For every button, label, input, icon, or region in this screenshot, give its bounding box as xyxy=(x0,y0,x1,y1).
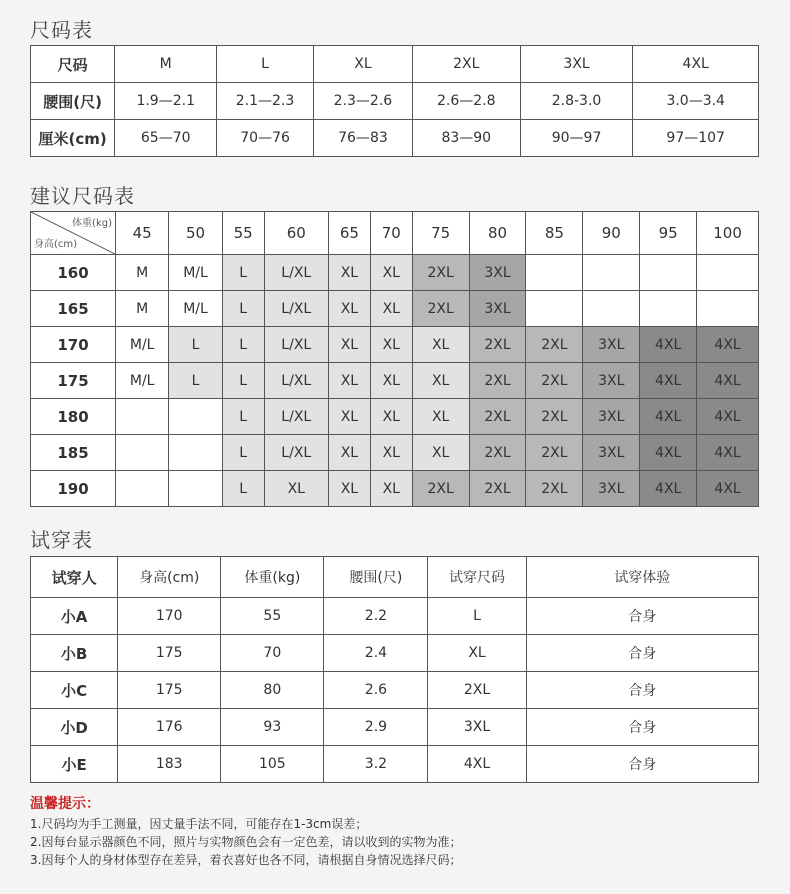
size-suggestion-cell: 4XL xyxy=(640,327,697,363)
size-suggestion-cell xyxy=(116,471,169,507)
weight-header-cell: 70 xyxy=(370,212,412,255)
fit-person-name: 小B xyxy=(31,635,118,672)
fit-cell: 4XL xyxy=(428,746,526,783)
fit-header-cell: 身高(cm) xyxy=(118,557,221,598)
size-header-cell: L xyxy=(217,46,314,83)
height-row-label: 180 xyxy=(31,399,116,435)
size-cell: 2.6—2.8 xyxy=(412,83,520,120)
fit-cell: 2XL xyxy=(428,672,526,709)
note-line: 3.因每个人的身材体型存在差异，着衣喜好也各不同，请根据自身情况选择尺码； xyxy=(30,853,462,867)
size-suggestion-cell xyxy=(583,291,640,327)
fit-header-cell: 试穿尺码 xyxy=(428,557,526,598)
recommend-row xyxy=(31,255,759,291)
weight-header-cell: 100 xyxy=(697,212,759,255)
size-suggestion-cell: 3XL xyxy=(583,363,640,399)
size-cell: 3.0—3.4 xyxy=(633,83,759,120)
size-suggestion-cell: 4XL xyxy=(697,327,759,363)
fit-cell: 合身 xyxy=(526,672,758,709)
size-suggestion-cell: XL xyxy=(412,363,469,399)
notes xyxy=(30,795,461,869)
size-suggestion-cell: M xyxy=(116,255,169,291)
height-row-label: 165 xyxy=(31,291,116,327)
size-suggestion-cell: 2XL xyxy=(412,471,469,507)
size-suggestion-cell: 2XL xyxy=(412,255,469,291)
size-suggestion-cell: 2XL xyxy=(526,327,583,363)
fit-cell: 2.4 xyxy=(324,635,428,672)
size-suggestion-cell: L xyxy=(222,327,264,363)
weight-header-cell: 75 xyxy=(412,212,469,255)
recommend-row xyxy=(31,471,759,507)
size-suggestion-cell: 2XL xyxy=(469,327,526,363)
fit-cell: 合身 xyxy=(526,746,758,783)
fit-cell: 170 xyxy=(118,598,221,635)
size-suggestion-cell: M/L xyxy=(116,327,169,363)
fit-cell: 合身 xyxy=(526,635,758,672)
fit-person-name: 小D xyxy=(31,709,118,746)
size-cell: 76—83 xyxy=(314,120,413,157)
size-suggestion-cell xyxy=(640,255,697,291)
weight-header-cell: 90 xyxy=(583,212,640,255)
fit-row xyxy=(31,709,759,746)
size-suggestion-cell: 3XL xyxy=(469,291,526,327)
size-suggestion-cell: XL xyxy=(370,255,412,291)
size-suggestion-cell xyxy=(640,291,697,327)
size-table-title: 尺码表 xyxy=(30,18,93,42)
fit-row xyxy=(31,672,759,709)
size-suggestion-cell xyxy=(169,399,222,435)
size-suggestion-cell xyxy=(169,435,222,471)
fit-row xyxy=(31,635,759,672)
size-suggestion-cell: XL xyxy=(412,435,469,471)
height-row-label: 175 xyxy=(31,363,116,399)
diagonal-header-cell xyxy=(31,212,116,255)
fit-cell: 3.2 xyxy=(324,746,428,783)
weight-header-cell: 60 xyxy=(264,212,328,255)
size-header-label: 尺码 xyxy=(31,46,115,83)
size-suggestion-cell: XL xyxy=(412,399,469,435)
size-header-cell: M xyxy=(115,46,217,83)
fit-header-cell: 试穿体验 xyxy=(526,557,758,598)
notes-title: 温馨提示： xyxy=(30,796,100,812)
size-suggestion-cell: 3XL xyxy=(469,255,526,291)
size-suggestion-cell: 2XL xyxy=(469,399,526,435)
recommend-size-table xyxy=(30,211,759,507)
size-suggestion-cell: 3XL xyxy=(583,327,640,363)
fit-header-row xyxy=(31,557,759,598)
size-header-cell: 4XL xyxy=(633,46,759,83)
size-cell: 83—90 xyxy=(412,120,520,157)
weight-header-cell: 95 xyxy=(640,212,697,255)
size-suggestion-cell xyxy=(697,255,759,291)
height-row-label: 190 xyxy=(31,471,116,507)
size-suggestion-cell: M/L xyxy=(169,255,222,291)
size-row xyxy=(31,120,759,157)
fit-cell: 70 xyxy=(221,635,324,672)
size-suggestion-cell: 4XL xyxy=(697,363,759,399)
size-suggestion-cell: XL xyxy=(370,291,412,327)
fit-cell: 2.9 xyxy=(324,709,428,746)
size-suggestion-cell: L/XL xyxy=(264,435,328,471)
height-row-label: 185 xyxy=(31,435,116,471)
size-suggestion-cell: 3XL xyxy=(583,435,640,471)
size-table xyxy=(30,45,759,157)
size-header-cell: 3XL xyxy=(520,46,633,83)
size-suggestion-cell: XL xyxy=(370,471,412,507)
size-suggestion-cell: 2XL xyxy=(469,435,526,471)
size-suggestion-cell: M xyxy=(116,291,169,327)
size-suggestion-cell: L xyxy=(169,363,222,399)
recommend-row xyxy=(31,327,759,363)
size-suggestion-cell: 4XL xyxy=(640,471,697,507)
size-cell: 2.8-3.0 xyxy=(520,83,633,120)
size-suggestion-cell: L xyxy=(169,327,222,363)
recommend-row xyxy=(31,435,759,471)
fit-test-table xyxy=(30,556,759,783)
size-suggestion-cell: XL xyxy=(328,471,370,507)
weight-header-cell: 85 xyxy=(526,212,583,255)
recommend-row xyxy=(31,363,759,399)
size-suggestion-cell: L xyxy=(222,399,264,435)
size-suggestion-cell: 4XL xyxy=(640,435,697,471)
size-suggestion-cell: XL xyxy=(328,327,370,363)
size-suggestion-cell: 4XL xyxy=(697,399,759,435)
size-suggestion-cell xyxy=(116,435,169,471)
fit-cell: XL xyxy=(428,635,526,672)
fit-cell: 175 xyxy=(118,672,221,709)
size-suggestion-cell: 2XL xyxy=(526,471,583,507)
fit-cell: 176 xyxy=(118,709,221,746)
fit-header-cell: 试穿人 xyxy=(31,557,118,598)
size-suggestion-cell: 3XL xyxy=(583,471,640,507)
size-suggestion-cell: 4XL xyxy=(697,435,759,471)
size-suggestion-cell: XL xyxy=(328,435,370,471)
size-suggestion-cell: XL xyxy=(328,399,370,435)
note-line: 1.尺码均为手工测量，因丈量手法不同，可能存在1-3cm误差； xyxy=(30,817,368,831)
size-suggestion-cell: 2XL xyxy=(469,363,526,399)
height-row-label: 160 xyxy=(31,255,116,291)
size-cell: 90—97 xyxy=(520,120,633,157)
size-suggestion-cell: L/XL xyxy=(264,291,328,327)
size-row xyxy=(31,83,759,120)
fit-cell: L xyxy=(428,598,526,635)
size-suggestion-cell: XL xyxy=(328,255,370,291)
size-cell: 70—76 xyxy=(217,120,314,157)
size-suggestion-cell xyxy=(116,399,169,435)
fit-person-name: 小E xyxy=(31,746,118,783)
size-row-label: 腰围(尺) xyxy=(31,83,115,120)
size-suggestion-cell: XL xyxy=(264,471,328,507)
size-suggestion-cell: 4XL xyxy=(640,399,697,435)
size-row-label: 厘米(cm) xyxy=(31,120,115,157)
weight-header-cell: 45 xyxy=(116,212,169,255)
size-header-row xyxy=(31,46,759,83)
note-line: 2.因每台显示器颜色不同，照片与实物颜色会有一定色差，请以收到的实物为准； xyxy=(30,835,462,849)
fit-cell: 93 xyxy=(221,709,324,746)
fit-cell: 3XL xyxy=(428,709,526,746)
size-header-cell: 2XL xyxy=(412,46,520,83)
fit-header-cell: 体重(kg) xyxy=(221,557,324,598)
fit-cell: 合身 xyxy=(526,598,758,635)
recommend-table-title: 建议尺码表 xyxy=(30,184,135,208)
fit-row xyxy=(31,746,759,783)
size-suggestion-cell: L/XL xyxy=(264,327,328,363)
recommend-row xyxy=(31,291,759,327)
size-suggestion-cell: L/XL xyxy=(264,255,328,291)
fit-row xyxy=(31,598,759,635)
weight-header-cell: 55 xyxy=(222,212,264,255)
size-suggestion-cell: L xyxy=(222,255,264,291)
size-suggestion-cell: XL xyxy=(370,363,412,399)
size-suggestion-cell xyxy=(583,255,640,291)
size-suggestion-cell xyxy=(526,291,583,327)
weight-axis-label: 体重(kg) xyxy=(72,218,112,229)
size-suggestion-cell: 4XL xyxy=(640,363,697,399)
fit-cell: 183 xyxy=(118,746,221,783)
size-suggestion-cell: XL xyxy=(412,327,469,363)
size-suggestion-cell: XL xyxy=(370,399,412,435)
size-suggestion-cell: L xyxy=(222,435,264,471)
size-cell: 65—70 xyxy=(115,120,217,157)
fit-cell: 合身 xyxy=(526,709,758,746)
height-axis-label: 身高(cm) xyxy=(34,239,78,250)
size-suggestion-cell: M/L xyxy=(169,291,222,327)
fit-table-title: 试穿表 xyxy=(30,528,93,552)
size-suggestion-cell: 4XL xyxy=(697,471,759,507)
fit-person-name: 小A xyxy=(31,598,118,635)
size-suggestion-cell: 2XL xyxy=(412,291,469,327)
recommend-row xyxy=(31,399,759,435)
fit-header-cell: 腰围(尺) xyxy=(324,557,428,598)
weight-header-cell: 65 xyxy=(328,212,370,255)
recommend-header-row xyxy=(31,212,759,255)
size-suggestion-cell xyxy=(697,291,759,327)
size-cell: 2.3—2.6 xyxy=(314,83,413,120)
fit-person-name: 小C xyxy=(31,672,118,709)
fit-cell: 105 xyxy=(221,746,324,783)
fit-cell: 175 xyxy=(118,635,221,672)
size-suggestion-cell: L/XL xyxy=(264,363,328,399)
size-suggestion-cell xyxy=(526,255,583,291)
size-cell: 1.9—2.1 xyxy=(115,83,217,120)
size-suggestion-cell: XL xyxy=(328,363,370,399)
size-cell: 2.1—2.3 xyxy=(217,83,314,120)
size-suggestion-cell: XL xyxy=(370,435,412,471)
size-suggestion-cell: 2XL xyxy=(526,363,583,399)
height-row-label: 170 xyxy=(31,327,116,363)
size-suggestion-cell: L xyxy=(222,471,264,507)
fit-cell: 80 xyxy=(221,672,324,709)
size-suggestion-cell: L xyxy=(222,291,264,327)
size-suggestion-cell: M/L xyxy=(116,363,169,399)
size-suggestion-cell: 3XL xyxy=(583,399,640,435)
size-header-cell: XL xyxy=(314,46,413,83)
size-suggestion-cell: 2XL xyxy=(526,435,583,471)
size-suggestion-cell: 2XL xyxy=(526,399,583,435)
size-cell: 97—107 xyxy=(633,120,759,157)
size-suggestion-cell: L/XL xyxy=(264,399,328,435)
weight-header-cell: 80 xyxy=(469,212,526,255)
weight-header-cell: 50 xyxy=(169,212,222,255)
fit-cell: 2.6 xyxy=(324,672,428,709)
fit-cell: 2.2 xyxy=(324,598,428,635)
size-suggestion-cell: XL xyxy=(328,291,370,327)
fit-cell: 55 xyxy=(221,598,324,635)
size-suggestion-cell xyxy=(169,471,222,507)
size-suggestion-cell: XL xyxy=(370,327,412,363)
size-suggestion-cell: 2XL xyxy=(469,471,526,507)
size-suggestion-cell: L xyxy=(222,363,264,399)
